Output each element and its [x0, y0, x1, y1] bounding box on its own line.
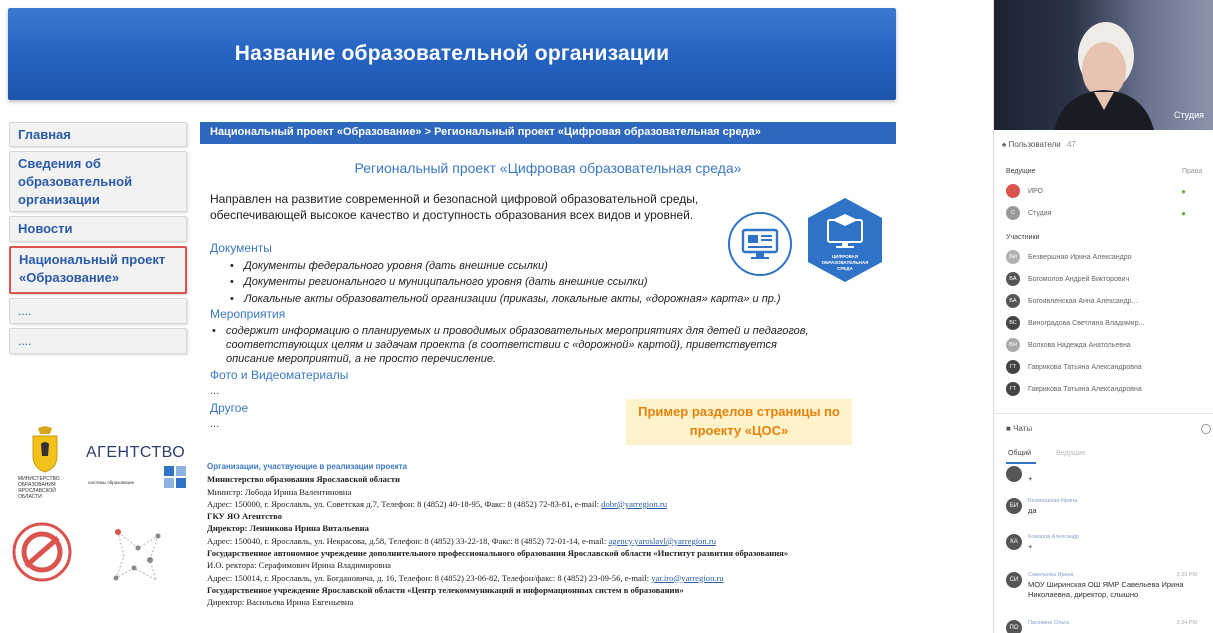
org-line-text: Адрес: 150000, г. Ярославль, ул. Советская д.7, Телефон: 8 (4852) 40-18-95, Факс: 8 (4852) 72-83-81, e-mail:	[207, 498, 602, 509]
monitor-icon	[728, 212, 792, 276]
example-callout: Пример разделов страницы по проекту «ЦОС»	[626, 399, 852, 445]
chat-avatar: КА	[1006, 534, 1022, 550]
chat-author: Комаров Александр	[1028, 534, 1080, 540]
org-line	[207, 572, 897, 584]
org-line-text: Министерство образования Ярославской области	[207, 474, 400, 485]
chat-timestamp: 3:34 PM	[1176, 620, 1197, 626]
panel-divider	[994, 413, 1213, 414]
presenter-video[interactable]	[994, 0, 1213, 130]
mic-icon[interactable]: ●	[1181, 208, 1186, 218]
participant-row[interactable]	[1006, 293, 1212, 309]
users-header[interactable]	[1002, 140, 1076, 149]
menu-item-about[interactable]: Сведения об образовательной организации	[9, 151, 187, 212]
chat-author: Пасекина Ольга	[1028, 620, 1070, 626]
media-text: ...	[210, 385, 220, 397]
menu-item-news[interactable]: Новости	[9, 216, 187, 242]
breadcrumb: Национальный проект «Образование» > Региональный проект «Цифровая образовательная среда»	[200, 122, 896, 144]
banner-title: Название образовательной организации	[234, 42, 670, 65]
chat-icon: ■	[1006, 424, 1011, 433]
email-link[interactable]: dobr@yarregion.ru	[601, 498, 668, 509]
org-line-text: Государственное автономное учреждение дополнительного профессионального образования Ярославской области «Институт развития образования»	[207, 548, 789, 559]
orgs-heading: Организации, участвующие в реализации проекта	[207, 462, 408, 471]
yaroslavl-coat-of-arms-icon	[30, 426, 60, 474]
menu-item-national-project[interactable]: Национальный проект «Образование»	[9, 246, 187, 294]
avatar: ГТ	[1006, 382, 1020, 396]
email-link[interactable]: agency.yaroslavl@yarregion.ru	[608, 535, 717, 546]
badge-text: ЦИФРОВАЯ ОБРАЗОВАТЕЛЬНАЯ СРЕДА	[821, 254, 869, 271]
network-logo-icon	[112, 528, 162, 584]
chat-message-text: МОУ Ширинская ОШ ЯМР Савельева Ирина Николаевна, директор, слышно	[1028, 580, 1184, 599]
org-line	[207, 498, 897, 510]
chats-header-label: Чаты	[1013, 424, 1033, 433]
doc-item-regional[interactable]: • Документы регионального и муниципального уровня (дать внешние ссылки)	[244, 275, 648, 289]
participant-name: Безвершная Ирина Александро	[1028, 253, 1132, 261]
ministry-text: МИНИСТЕРСТВО ОБРАЗОВАНИЯ ЯРОСЛАВСКОЙ ОБЛАСТИ	[18, 476, 60, 500]
org-line	[207, 584, 897, 596]
participant-name: Волкова Надежда Анатольевна	[1028, 341, 1131, 349]
mic-icon[interactable]: ●	[1181, 186, 1186, 196]
org-line	[207, 473, 897, 485]
doc-item-local[interactable]: • Локальные акты образовательной организации (приказы, локальные акты, «дорожная» карта» и пр.)	[244, 292, 781, 306]
participant-row[interactable]	[1006, 381, 1212, 397]
site-banner	[8, 8, 896, 100]
chat-avatar: СИ	[1006, 572, 1022, 588]
chat-avatar: ПО	[1006, 620, 1022, 633]
menu-item-more-1[interactable]: ....	[9, 298, 187, 324]
presenters-label: Ведущие	[1006, 168, 1036, 175]
email-link[interactable]: yar.iro@yarregion.ru	[651, 572, 724, 583]
org-line	[207, 522, 897, 534]
participants-label: Участники	[1006, 234, 1040, 241]
chat-settings-icon[interactable]	[1201, 424, 1211, 434]
org-line	[207, 547, 897, 559]
organizations-block	[207, 461, 897, 609]
participant-row[interactable]	[1006, 271, 1212, 287]
avatar: С	[1006, 206, 1020, 220]
other-heading[interactable]: Другое	[210, 401, 249, 415]
site-menu	[9, 122, 187, 358]
menu-item-home[interactable]: Главная	[9, 122, 187, 147]
chat-author: Безвершная Ирина	[1028, 498, 1078, 504]
org-line	[207, 559, 897, 571]
participant-row[interactable]	[1006, 315, 1212, 331]
media-heading[interactable]: Фото и Видеоматериалы	[210, 368, 349, 382]
documents-heading[interactable]: Документы	[210, 241, 272, 255]
avatar: БА	[1006, 272, 1020, 286]
org-line	[207, 486, 897, 498]
org-line	[207, 596, 897, 608]
users-icon: ♠	[1002, 140, 1007, 149]
avatar: БИ	[1006, 250, 1020, 264]
window-gap	[905, 0, 993, 633]
participant-name: Гаврикова Татьяна Александровна	[1028, 363, 1142, 371]
project-title: Региональный проект «Цифровая образовательная среда»	[354, 160, 742, 176]
chat-message-text: +	[1028, 474, 1033, 483]
org-line-text: Министр: Лобода Ирина Валентиновна	[207, 486, 352, 497]
presenters-rights-label: Права	[1182, 168, 1203, 175]
org-line-text: ГКУ ЯО Агентство	[207, 511, 283, 522]
participant-row[interactable]	[1006, 359, 1212, 375]
active-tab-indicator	[1006, 462, 1036, 464]
avatar: ВН	[1006, 338, 1020, 352]
participant-row[interactable]	[1006, 337, 1212, 353]
org-line-text: Директор: Ленникова Ирина Витальевна	[207, 523, 369, 534]
org-line-text: Адрес: 150014, г. Ярославль, ул. Богдановича, д. 16, Телефон: 8 (4852) 23-06-82, Телефон/факс: 8 (4852) 23-09-56, e-mail:	[207, 572, 652, 583]
other-text: ...	[210, 418, 220, 430]
events-text: • содержит информацию о планируемых и проводимых образовательных мероприятиях для детей и педагогов, соответствующих целям и задачам проекта (в соответствии с «дорожной» картой), приветствуется описание мероприятий, а не просто перечисление.	[226, 324, 826, 366]
chat-avatar	[1006, 466, 1022, 482]
org-line-text: Государственное учреждение Ярославской области «Центр телекоммуникаций и информационных систем в образовании»	[207, 584, 684, 595]
meeting-side-panel	[993, 0, 1213, 633]
org-line-text: И.О. ректора: Серафимович Ирина Владимировна	[207, 560, 391, 571]
participant-name: Виноградова Светлана Владимир...	[1028, 319, 1145, 327]
presenter-row[interactable]	[1006, 205, 1212, 221]
users-count: 47	[1066, 140, 1076, 149]
presenter-name: Студия	[1028, 209, 1052, 217]
avatar: ВС	[1006, 316, 1020, 330]
presenter-name: ИРО	[1028, 187, 1043, 195]
agency-squares-icon	[164, 466, 186, 488]
chat-author: Савельева Ирина	[1028, 572, 1074, 578]
avatar	[1006, 184, 1020, 198]
avatar: БА	[1006, 294, 1020, 308]
participant-name: Гаврикова Татьяна Александровна	[1028, 385, 1142, 393]
digital-environment-badge-icon	[806, 196, 884, 284]
education-institute-logo-icon	[10, 520, 74, 584]
video-label: Студия	[1173, 110, 1204, 120]
participant-row[interactable]	[1006, 249, 1212, 265]
tab-general[interactable]: Общий	[1008, 450, 1032, 457]
avatar: ГТ	[1006, 360, 1020, 374]
doc-item-federal[interactable]: • Документы федерального уровня (дать внешние ссылки)	[244, 259, 548, 273]
agency-sub: системы образования	[88, 480, 134, 485]
org-line	[207, 510, 897, 522]
participant-name: Богоявленская Анна Александр...	[1028, 297, 1138, 305]
org-line	[207, 535, 897, 547]
users-header-label: Пользователи	[1008, 140, 1061, 149]
chat-timestamp: 3:33 PM	[1176, 572, 1197, 578]
tab-presenters[interactable]: Ведущие	[1056, 450, 1086, 457]
project-description: Направлен на развитие современной и безопасной цифровой образовательной среды, обеспечивающей высокое качество и доступность образования всех видов и уровней.	[210, 192, 699, 222]
ministry-agency-logos	[18, 426, 188, 500]
presenter-row[interactable]	[1006, 183, 1212, 199]
events-heading[interactable]: Мероприятия	[210, 307, 286, 321]
agency-title: АГЕНТСТВО	[86, 444, 186, 461]
chat-message-text: да	[1028, 506, 1037, 515]
chat-message-text: +	[1028, 542, 1033, 551]
chat-avatar: БИ	[1006, 498, 1022, 514]
chats-header[interactable]	[1006, 424, 1032, 433]
menu-item-more-2[interactable]: ....	[9, 328, 187, 354]
participant-name: Богомолов Андрей Викторович	[1028, 275, 1130, 283]
org-line-text: Адрес: 150040, г. Ярославль, ул. Некрасова, д.58, Телефон: 8 (4852) 33-22-18, Факс: 8 (4852) 72-01-14, e-mail:	[207, 535, 609, 546]
org-line-text: Директор: Васильева Ирина Евгеньевна	[207, 597, 354, 608]
